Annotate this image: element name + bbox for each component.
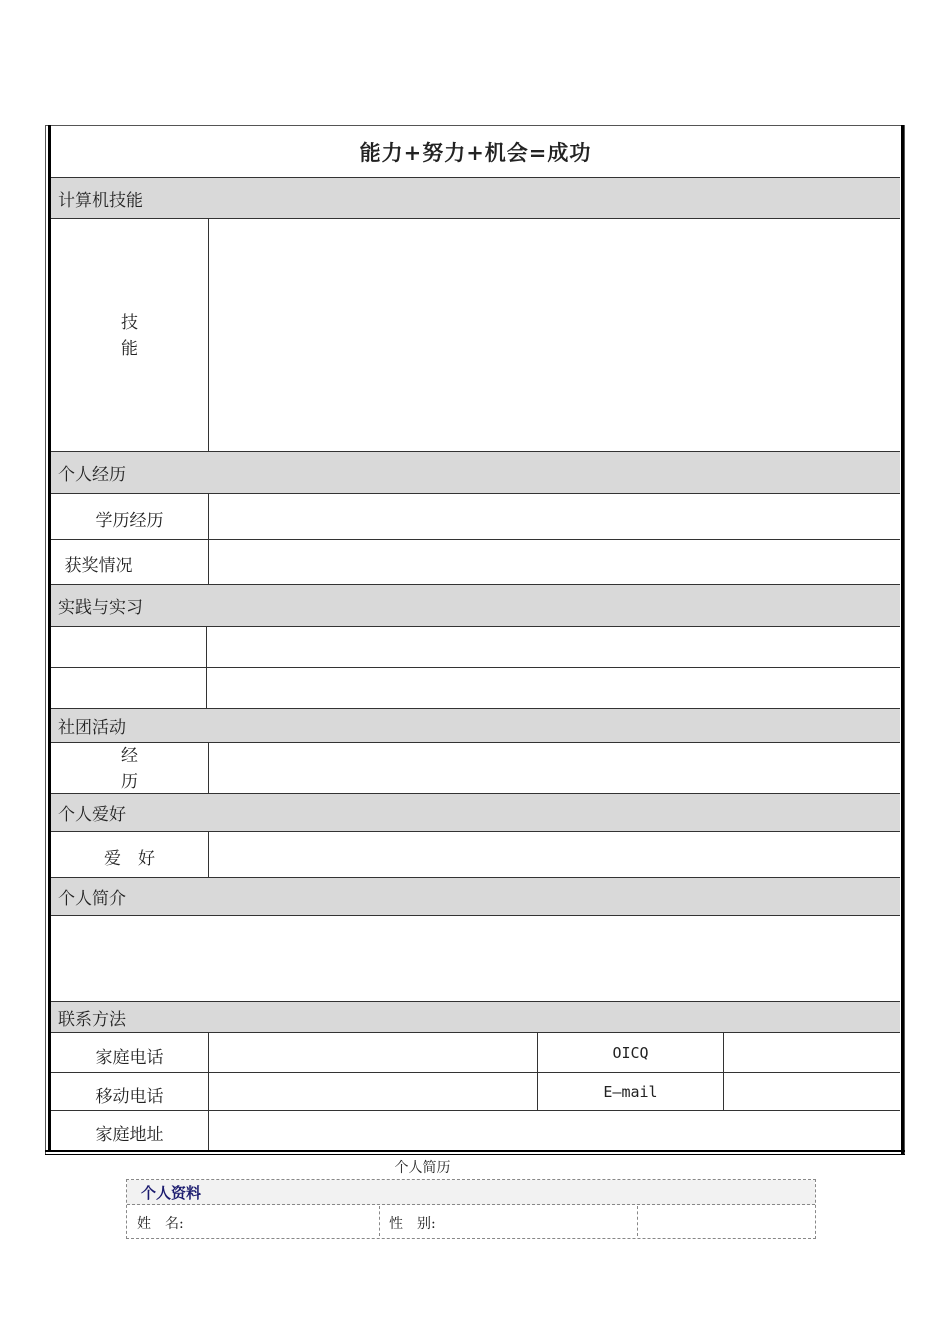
section-computer-skills: 计算机技能 xyxy=(51,178,900,219)
awards-content-cell[interactable] xyxy=(209,541,899,584)
practice-row-2 xyxy=(51,668,900,709)
awards-label: 获奖情况 xyxy=(64,556,133,576)
address-field[interactable] xyxy=(209,1112,899,1149)
section-contact: 联系方法 xyxy=(51,1002,900,1033)
section-practice: 实践与实习 xyxy=(51,585,900,627)
club-label-line-2: 历 xyxy=(121,772,138,792)
mobile-field[interactable] xyxy=(209,1074,536,1110)
page-title: 能力+努力+机会=成功 xyxy=(51,127,900,178)
hobby-label: 爱 好 xyxy=(104,849,155,869)
home-phone-field[interactable] xyxy=(209,1034,536,1072)
education-content-cell[interactable] xyxy=(209,495,899,539)
table-bottom-border xyxy=(45,1150,905,1155)
section-hobby: 个人爱好 xyxy=(51,794,900,832)
personal-info-box xyxy=(126,1179,816,1239)
skills-label xyxy=(51,310,208,362)
skills-label-line-2: 能 xyxy=(121,339,138,359)
club-content-cell[interactable] xyxy=(209,744,899,792)
education-label: 学历经历 xyxy=(95,511,164,531)
practice-row-1 xyxy=(51,627,900,668)
divider xyxy=(637,1206,638,1236)
skills-label-line-1: 技 xyxy=(121,313,138,333)
club-label-line-1: 经 xyxy=(121,746,138,766)
gender-label: 性 别: xyxy=(389,1215,436,1232)
divider xyxy=(206,627,207,708)
name-label: 姓 名: xyxy=(137,1215,184,1232)
personal-info-header: 个人资料 xyxy=(127,1180,815,1205)
skills-content-cell[interactable] xyxy=(209,220,899,450)
email-label: E—mail xyxy=(603,1083,658,1101)
hobby-content-cell[interactable] xyxy=(209,833,899,877)
section-experience: 个人经历 xyxy=(51,452,900,494)
intro-content-cell[interactable] xyxy=(51,916,900,1002)
footer-title: 个人简历 xyxy=(394,1160,451,1176)
club-label xyxy=(51,743,208,795)
oicq-field[interactable] xyxy=(724,1034,899,1072)
divider xyxy=(379,1206,380,1236)
section-club: 社团活动 xyxy=(51,709,900,743)
section-intro: 个人简介 xyxy=(51,878,900,916)
address-label: 家庭地址 xyxy=(95,1125,164,1145)
mobile-label: 移动电话 xyxy=(95,1087,164,1107)
email-field[interactable] xyxy=(724,1074,899,1110)
home-phone-label: 家庭电话 xyxy=(95,1048,164,1068)
oicq-label: OICQ xyxy=(612,1044,649,1062)
